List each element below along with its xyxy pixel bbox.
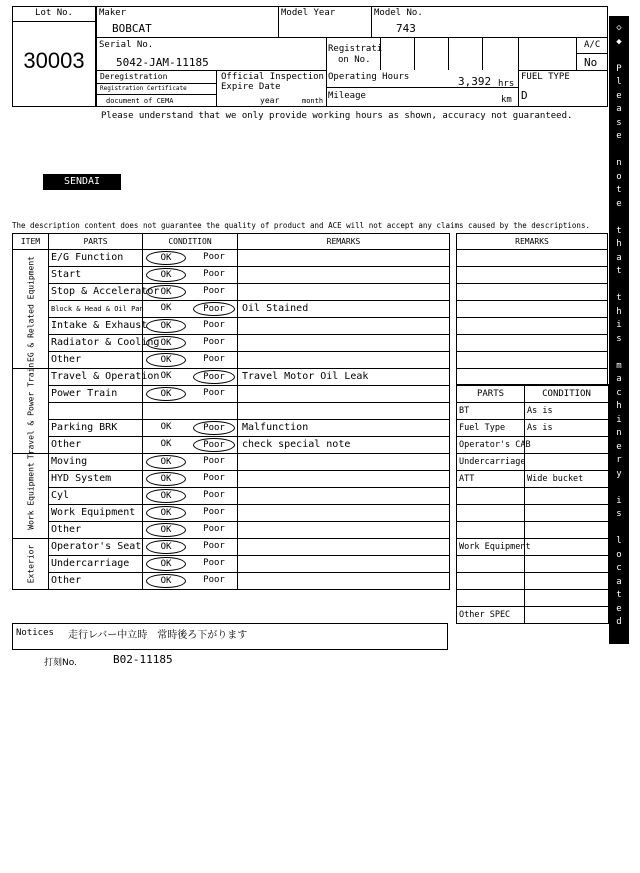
side-banner-char: h xyxy=(616,306,622,317)
part-name: Other xyxy=(49,573,143,590)
right-parts-row xyxy=(457,522,609,539)
condition-cell xyxy=(143,403,238,420)
side-banner-char: d xyxy=(616,725,622,735)
item-group-label: Travel & Power Train xyxy=(26,362,35,460)
side-banner-char: o xyxy=(616,171,622,182)
hrs-unit: hrs xyxy=(498,79,515,89)
maker-label: Maker xyxy=(99,8,127,18)
ac-value: No xyxy=(584,56,598,69)
right-part-name: Other SPEC xyxy=(457,607,525,624)
part-name: Power Train xyxy=(49,386,143,403)
hours-notice: Please understand that we only provide working hours as shown, accuracy not guaranteed. xyxy=(101,111,573,121)
condition-ok-option[interactable]: OK xyxy=(146,387,186,401)
right-parts-row xyxy=(457,488,609,505)
right-parts-row xyxy=(457,505,609,522)
side-banner-char: a xyxy=(616,374,622,384)
side-banner-char: t xyxy=(616,293,622,303)
condition-poor-option[interactable]: Poor xyxy=(203,524,225,534)
side-banner-char: d xyxy=(616,617,622,627)
remark-cell xyxy=(238,386,450,403)
remark-cell xyxy=(238,556,450,573)
side-banner-char xyxy=(609,522,629,536)
right-remarks-header: REMARKS xyxy=(457,234,608,250)
side-banner-char xyxy=(609,346,629,360)
condition-poor-option[interactable]: Poor xyxy=(193,302,235,316)
side-banner-char: e xyxy=(616,198,622,209)
remark-cell xyxy=(238,335,450,352)
table-row xyxy=(13,539,450,556)
table-header-row xyxy=(13,234,450,250)
inspection-grid xyxy=(12,233,450,590)
part-name: Work Equipment xyxy=(49,505,143,522)
reg-cert-label: Registration Certificate xyxy=(100,85,187,92)
right-condition-header: CONDITION xyxy=(525,385,609,403)
table-row xyxy=(13,318,450,335)
side-banner-char: l xyxy=(616,77,622,87)
side-banner-char: s xyxy=(616,333,622,344)
right-part-condition xyxy=(525,590,609,607)
side-banner-char: i xyxy=(616,495,622,506)
right-part-condition: As is xyxy=(525,403,609,420)
side-banner-char: n xyxy=(616,657,622,668)
right-part-name xyxy=(457,488,525,505)
part-name: Moving xyxy=(49,454,143,471)
side-banner-char: r xyxy=(616,806,622,816)
fuel-type-label: FUEL TYPE xyxy=(521,72,570,82)
right-remark-row xyxy=(457,250,608,267)
deregistration-label: Deregistration xyxy=(100,72,168,81)
side-banner-char: i xyxy=(616,320,622,330)
right-remark-cell xyxy=(457,250,608,267)
side-banner-char: ◆ xyxy=(616,36,622,47)
year-label: year xyxy=(260,96,280,105)
side-banner-char: e xyxy=(616,90,622,101)
part-name: Cyl xyxy=(49,488,143,505)
registration-label-2: on No. xyxy=(338,55,371,65)
remark-cell xyxy=(238,471,450,488)
part-name: Radiator & Cooling xyxy=(49,335,143,352)
condition-poor-option[interactable]: Poor xyxy=(203,320,225,330)
condition-cell xyxy=(143,386,238,403)
side-banner-char: a xyxy=(616,576,622,587)
right-remark-cell xyxy=(457,284,608,301)
condition-ok-option[interactable]: OK xyxy=(146,319,186,333)
right-remark-cell xyxy=(457,301,608,318)
side-banner-char xyxy=(609,49,629,63)
remark-cell xyxy=(238,539,450,556)
side-banner-char: r xyxy=(616,455,622,465)
side-banner-char: t xyxy=(616,266,622,276)
serial-value: 5042-JAM-11185 xyxy=(116,56,209,69)
model-no-value: 743 xyxy=(396,22,416,35)
item-group-2 xyxy=(13,454,49,539)
condition-cell xyxy=(143,556,238,573)
condition-ok-option[interactable]: OK xyxy=(146,268,186,282)
fuel-type-value: D xyxy=(521,89,528,102)
condition-cell xyxy=(143,454,238,471)
right-part-condition xyxy=(525,607,609,624)
table-row xyxy=(13,437,450,454)
right-remark-row xyxy=(457,301,608,318)
remark-cell: Malfunction xyxy=(238,420,450,437)
remark-cell xyxy=(238,522,450,539)
right-part-name xyxy=(457,573,525,590)
table-row xyxy=(13,301,450,318)
remark-cell: Travel Motor Oil Leak xyxy=(238,369,450,386)
condition-poor-option[interactable]: Poor xyxy=(193,370,235,384)
side-banner-char: c xyxy=(616,387,622,398)
right-parts-header-row xyxy=(457,385,609,403)
serial-label: Serial No. xyxy=(99,40,154,50)
lot-number: 30003 xyxy=(23,48,85,73)
part-name: Parking BRK xyxy=(49,420,143,437)
inspection-label-1: Official Inspection xyxy=(221,72,324,82)
condition-cell xyxy=(143,250,238,267)
item-group-3 xyxy=(13,539,49,590)
condition-ok-option[interactable]: OK xyxy=(160,422,172,432)
condition-ok-option[interactable]: OK xyxy=(146,472,186,486)
side-banner-char: ◇ xyxy=(616,23,622,33)
table-row xyxy=(13,556,450,573)
right-part-name: Work Equipment xyxy=(457,539,525,556)
mileage-label: Mileage xyxy=(328,91,366,101)
right-part-name xyxy=(457,556,525,573)
header-remarks: REMARKS xyxy=(238,234,450,250)
side-banner-char xyxy=(609,144,629,158)
remark-cell: check special note xyxy=(238,437,450,454)
item-group-label: EG & Related Equipment xyxy=(26,256,35,362)
right-parts-row xyxy=(457,437,609,454)
part-name xyxy=(49,403,143,420)
side-banner-char: n xyxy=(616,428,622,438)
condition-ok-option[interactable]: OK xyxy=(160,371,172,381)
remark-cell xyxy=(238,573,450,590)
condition-ok-option[interactable]: OK xyxy=(146,489,186,503)
right-remark-cell xyxy=(457,352,608,369)
right-remark-cell xyxy=(457,267,608,284)
condition-cell xyxy=(143,369,238,386)
notices-label: Notices xyxy=(16,628,54,638)
maker-value: BOBCAT xyxy=(112,22,152,35)
side-banner-char xyxy=(609,765,629,779)
condition-cell xyxy=(143,471,238,488)
side-banner-char: t xyxy=(616,225,622,236)
condition-cell xyxy=(143,573,238,590)
right-part-condition xyxy=(525,573,609,590)
right-remark-row xyxy=(457,369,608,386)
right-parts-row xyxy=(457,573,609,590)
part-name: Undercarriage xyxy=(49,556,143,573)
side-banner-char: P xyxy=(616,63,622,74)
table-row xyxy=(13,352,450,369)
condition-ok-option[interactable]: OK xyxy=(146,336,186,350)
right-parts-row xyxy=(457,590,609,607)
table-row xyxy=(13,471,450,488)
right-part-condition xyxy=(525,522,609,539)
side-banner-char: i xyxy=(616,644,622,654)
condition-ok-option[interactable]: OK xyxy=(160,439,172,449)
side-banner-char: e xyxy=(616,698,622,708)
table-row xyxy=(13,386,450,403)
right-remark-row xyxy=(457,335,608,352)
item-group-0 xyxy=(13,250,49,369)
condition-poor-option[interactable]: Poor xyxy=(203,456,225,466)
month-label: month xyxy=(302,97,324,105)
table-row xyxy=(13,403,450,420)
side-banner-char: h xyxy=(616,239,622,249)
table-row xyxy=(13,420,450,437)
right-part-condition xyxy=(525,488,609,505)
right-part-name xyxy=(457,590,525,607)
side-banner-char: a xyxy=(616,252,622,263)
side-banner-char: i xyxy=(616,414,622,425)
right-part-name: BT xyxy=(457,403,525,420)
side-banner-char: S xyxy=(616,684,622,695)
right-part-condition xyxy=(525,437,609,454)
side-banner-char: s xyxy=(616,117,622,128)
condition-cell xyxy=(143,335,238,352)
remark-cell xyxy=(238,250,450,267)
part-name: Other xyxy=(49,522,143,539)
right-parts-table xyxy=(456,384,609,624)
right-part-condition: As is xyxy=(525,420,609,437)
condition-poor-option[interactable]: Poor xyxy=(203,252,225,262)
remark-cell xyxy=(238,284,450,301)
right-part-name: Fuel Type xyxy=(457,420,525,437)
right-remark-row xyxy=(457,267,608,284)
table-row xyxy=(13,250,450,267)
right-part-condition xyxy=(525,539,609,556)
side-banner-char xyxy=(609,630,629,644)
condition-cell xyxy=(143,352,238,369)
table-row xyxy=(13,454,450,471)
condition-poor-option[interactable]: Poor xyxy=(203,354,225,364)
table-row xyxy=(13,267,450,284)
condition-cell xyxy=(143,522,238,539)
condition-poor-option[interactable]: Poor xyxy=(203,490,225,500)
right-remark-row xyxy=(457,352,608,369)
cema-label: document of CEMA xyxy=(106,97,174,105)
condition-cell xyxy=(143,420,238,437)
condition-ok-option[interactable]: OK xyxy=(146,540,186,554)
right-parts-row xyxy=(457,471,609,488)
condition-poor-option[interactable]: Poor xyxy=(203,558,225,568)
condition-ok-option[interactable]: OK xyxy=(146,506,186,520)
condition-cell xyxy=(143,505,238,522)
right-part-name: Undercarriage xyxy=(457,454,525,471)
side-banner-char: i xyxy=(616,752,622,762)
remark-cell xyxy=(238,454,450,471)
table-row xyxy=(13,369,450,386)
part-name: Other xyxy=(49,352,143,369)
side-banner-char: c xyxy=(616,563,622,573)
registration-label-1: Registrati xyxy=(328,44,383,54)
right-remark-cell xyxy=(457,335,608,352)
right-part-name xyxy=(457,522,525,539)
condition-poor-option[interactable]: Poor xyxy=(203,507,225,517)
remark-cell xyxy=(238,267,450,284)
stamp-label: 打刻No. xyxy=(44,658,77,668)
side-banner-char: e xyxy=(616,131,622,141)
right-part-name: Operator's CAB xyxy=(457,437,525,454)
item-group-label: Exterior xyxy=(26,544,35,584)
side-banner-char: o xyxy=(616,549,622,560)
table-row xyxy=(13,573,450,590)
lot-label: Lot No. xyxy=(35,8,73,18)
right-parts-row xyxy=(457,420,609,437)
item-group-label: Work Equipment xyxy=(26,462,35,530)
condition-ok-option[interactable]: OK xyxy=(146,353,186,367)
part-name: Other xyxy=(49,437,143,454)
condition-ok-option[interactable]: OK xyxy=(146,574,186,588)
side-banner-char: e xyxy=(616,603,622,614)
condition-ok-option[interactable]: OK xyxy=(146,523,186,537)
condition-poor-option[interactable]: Poor xyxy=(203,473,225,483)
side-banner-char: d xyxy=(616,819,622,830)
condition-poor-option[interactable]: Poor xyxy=(203,575,225,585)
condition-ok-option[interactable]: OK xyxy=(160,303,172,313)
side-banner-char: e xyxy=(616,441,622,452)
side-banner-char: t xyxy=(616,590,622,600)
side-banner-char xyxy=(609,832,629,846)
part-name: Operator's Seat xyxy=(49,539,143,556)
side-banner-text xyxy=(609,22,629,873)
side-banner-char: n xyxy=(616,711,622,722)
condition-poor-option[interactable]: Poor xyxy=(203,286,225,296)
side-banner-char: n xyxy=(616,158,622,168)
right-part-condition xyxy=(525,556,609,573)
part-name: Stop & Accelerator xyxy=(49,284,143,301)
header-condition: CONDITION xyxy=(143,234,238,250)
side-banner-char: a xyxy=(616,792,622,803)
model-no-label: Model No. xyxy=(374,8,423,18)
remark-cell xyxy=(238,403,450,420)
part-name: Start xyxy=(49,267,143,284)
stamp-value: B02-11185 xyxy=(113,653,173,666)
condition-ok-option[interactable]: OK xyxy=(146,285,186,299)
part-name: Intake & Exhaust xyxy=(49,318,143,335)
operating-hours-value: 3,392 xyxy=(458,75,492,88)
condition-cell xyxy=(143,437,238,454)
right-remark-cell xyxy=(457,369,608,386)
side-banner-char xyxy=(609,670,629,684)
side-banner-char xyxy=(609,279,629,293)
right-remark-row xyxy=(457,318,608,335)
table-row xyxy=(13,505,450,522)
side-banner-char: h xyxy=(616,401,622,411)
remark-cell: Oil Stained xyxy=(238,301,450,318)
right-remark-row xyxy=(457,284,608,301)
remark-cell xyxy=(238,352,450,369)
right-parts-row xyxy=(457,403,609,420)
right-remarks-table xyxy=(456,233,608,386)
header-parts: PARTS xyxy=(49,234,143,250)
table-row xyxy=(13,488,450,505)
remark-cell xyxy=(238,505,450,522)
disclaimer: The description content does not guarantee the quality of product and ACE will not accept any claims caused by the descriptions. xyxy=(12,221,590,230)
operating-hours-label: Operating Hours xyxy=(328,72,410,82)
right-parts-row xyxy=(457,539,609,556)
side-banner-char: ◇ xyxy=(616,846,622,857)
header-item: ITEM xyxy=(13,234,49,250)
right-remarks-header-row xyxy=(457,234,608,250)
part-name: Travel & Operation xyxy=(49,369,143,386)
side-banner-char: Y xyxy=(616,779,622,789)
condition-ok-option[interactable]: OK xyxy=(146,251,186,265)
right-part-condition: Wide bucket xyxy=(525,471,609,488)
right-parts-row xyxy=(457,556,609,573)
item-group-1 xyxy=(13,362,49,460)
side-banner-char xyxy=(609,481,629,495)
remark-cell xyxy=(238,318,450,335)
part-name: E/G Function xyxy=(49,250,143,267)
part-name: HYD System xyxy=(49,471,143,488)
table-row xyxy=(13,284,450,301)
condition-ok-option[interactable]: OK xyxy=(146,455,186,469)
right-parts-header: PARTS xyxy=(457,385,525,403)
right-part-name xyxy=(457,505,525,522)
condition-cell xyxy=(143,301,238,318)
right-parts-row xyxy=(457,454,609,471)
condition-poor-option[interactable]: Poor xyxy=(193,438,235,452)
side-banner-char: l xyxy=(616,536,622,546)
side-banner-char: t xyxy=(616,185,622,195)
table-row xyxy=(13,335,450,352)
part-name: Block & Head & Oil Pan xyxy=(49,301,143,318)
condition-cell xyxy=(143,488,238,505)
notices-text: 走行レバー中立時 常時後ろ下がります xyxy=(68,630,248,641)
remark-cell xyxy=(238,488,450,505)
side-banner-char: y xyxy=(616,468,622,479)
condition-cell xyxy=(143,318,238,335)
side-banner-char: a xyxy=(616,104,622,114)
condition-poor-option[interactable]: Poor xyxy=(203,541,225,551)
side-banner-char: ◆ xyxy=(616,860,622,870)
condition-cell xyxy=(143,539,238,556)
condition-poor-option[interactable]: Poor xyxy=(203,337,225,347)
right-part-condition xyxy=(525,454,609,471)
condition-ok-option[interactable]: OK xyxy=(146,557,186,571)
right-part-name: ATT xyxy=(457,471,525,488)
side-banner-char xyxy=(609,211,629,225)
location-badge: SENDAI xyxy=(43,174,121,190)
condition-poor-option[interactable]: Poor xyxy=(193,421,235,435)
condition-poor-option[interactable]: Poor xyxy=(203,269,225,279)
inspection-label-2: Expire Date xyxy=(221,82,281,92)
condition-cell xyxy=(143,267,238,284)
right-part-condition xyxy=(525,505,609,522)
right-remark-cell xyxy=(457,318,608,335)
table-row xyxy=(13,522,450,539)
side-banner-char: m xyxy=(616,360,622,371)
model-year-label: Model Year xyxy=(281,8,336,18)
right-parts-row xyxy=(457,607,609,624)
ac-label: A/C xyxy=(584,40,601,50)
condition-cell xyxy=(143,284,238,301)
km-unit: km xyxy=(501,95,512,105)
side-banner-char: s xyxy=(616,509,622,519)
side-banner-char: a xyxy=(616,738,622,749)
condition-poor-option[interactable]: Poor xyxy=(203,388,225,398)
